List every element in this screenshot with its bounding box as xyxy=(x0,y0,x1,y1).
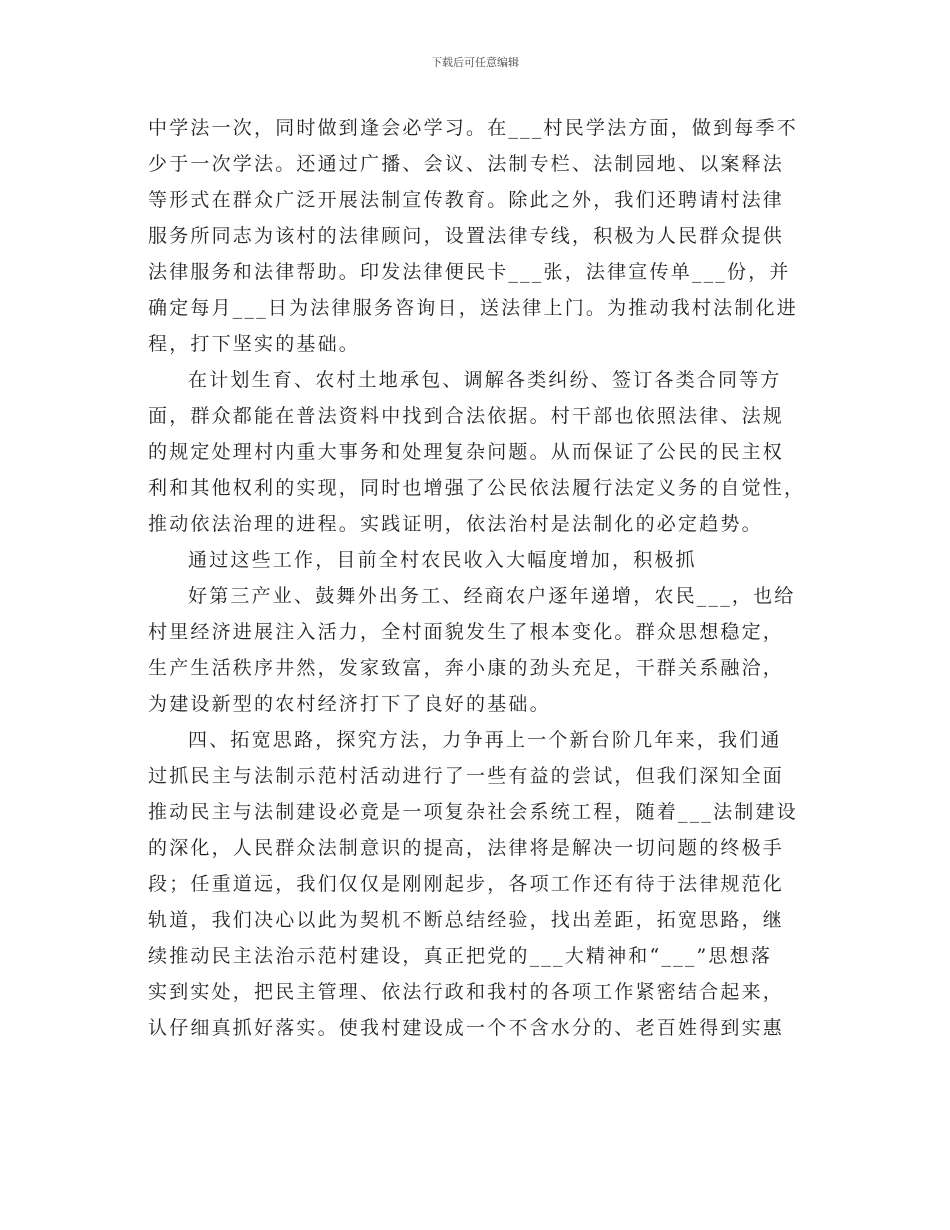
text-line: 少于一次学法。还通过广播、会议、法制专栏、法制园地、以案释法 xyxy=(148,153,785,175)
text-line: 为建设新型的农村经济打下了良好的基础。 xyxy=(148,693,551,715)
text-line: 面，群众都能在普法资料中找到合法依据。村干部也依照法律、法规 xyxy=(148,405,785,427)
text-line: 服务所同志为该村的法律顾问，设置法律专线，积极为人民群众提供 xyxy=(148,225,785,247)
text-line: 的深化，人民群众法制意识的提高，法律将是解决一切问题的终极手 xyxy=(148,837,785,859)
text-line: 等形式在群众广泛开展法制宣传教育。除此之外，我们还聘请村法律 xyxy=(148,189,785,211)
text-line: 程，打下坚实的基础。 xyxy=(148,333,361,355)
text-line: 法律服务和法律帮助。印发法律便民卡___张，法律宣传单___份，并 xyxy=(148,261,791,283)
text-line: 段；任重道远，我们仅仅是刚刚起步，各项工作还有待于法律规范化 xyxy=(148,873,785,895)
text-line: 推动依法治理的进程。实践证明，依法治村是法制化的必定趋势。 xyxy=(148,513,763,535)
page-header: 下载后可任意编辑 xyxy=(431,56,519,69)
text-line: 续推动民主法治示范村建设，真正把党的___大精神和“___”思想落 xyxy=(148,945,773,967)
text-line: 过抓民主与法制示范村活动进行了一些有益的尝试，但我们深知全面 xyxy=(148,765,785,787)
text-line: 确定每月___日为法律服务咨询日，送法律上门。为推动我村法制化进 xyxy=(148,297,798,319)
text-line: 四、拓宽思路，探究方法，力争再上一个新台阶几年来，我们通 xyxy=(188,729,782,751)
text-line: 推动民主与法制建设必竟是一项复杂社会系统工程，随着___法制建设 xyxy=(148,801,798,823)
text-line: 轨道，我们决心以此为契机不断总结经验，找出差距，拓宽思路，继 xyxy=(148,909,785,931)
text-line: 认仔细真抓好落实。使我村建设成一个不含水分的、老百姓得到实惠 xyxy=(148,1017,785,1039)
text-line: 通过这些工作，目前全村农民收入大幅度增加，积极抓 xyxy=(188,549,697,571)
text-line: 中学法一次，同时做到逢会必学习。在___村民学法方面，做到每季不 xyxy=(148,117,798,139)
document-body xyxy=(148,110,816,1046)
text-line: 村里经济进展注入活力，全村面貌发生了根本变化。群众思想稳定， xyxy=(148,621,785,643)
text-line: 的规定处理村内重大事务和处理复杂问题。从而保证了公民的民主权 xyxy=(148,441,785,463)
text-line: 好第三产业、鼓舞外出务工、经商农户逐年递增，农民___，也给 xyxy=(188,585,796,607)
text-line: 生产生活秩序井然，发家致富，奔小康的劲头充足，干群关系融洽， xyxy=(148,657,785,679)
text-line: 在计划生育、农村土地承包、调解各类纠纷、签订各类合同等方 xyxy=(188,369,782,391)
text-line: 实到实处，把民主管理、依法行政和我村的各项工作紧密结合起来， xyxy=(148,981,785,1003)
text-line: 利和其他权利的实现，同时也增强了公民依法履行法定义务的自觉性， xyxy=(148,477,806,499)
